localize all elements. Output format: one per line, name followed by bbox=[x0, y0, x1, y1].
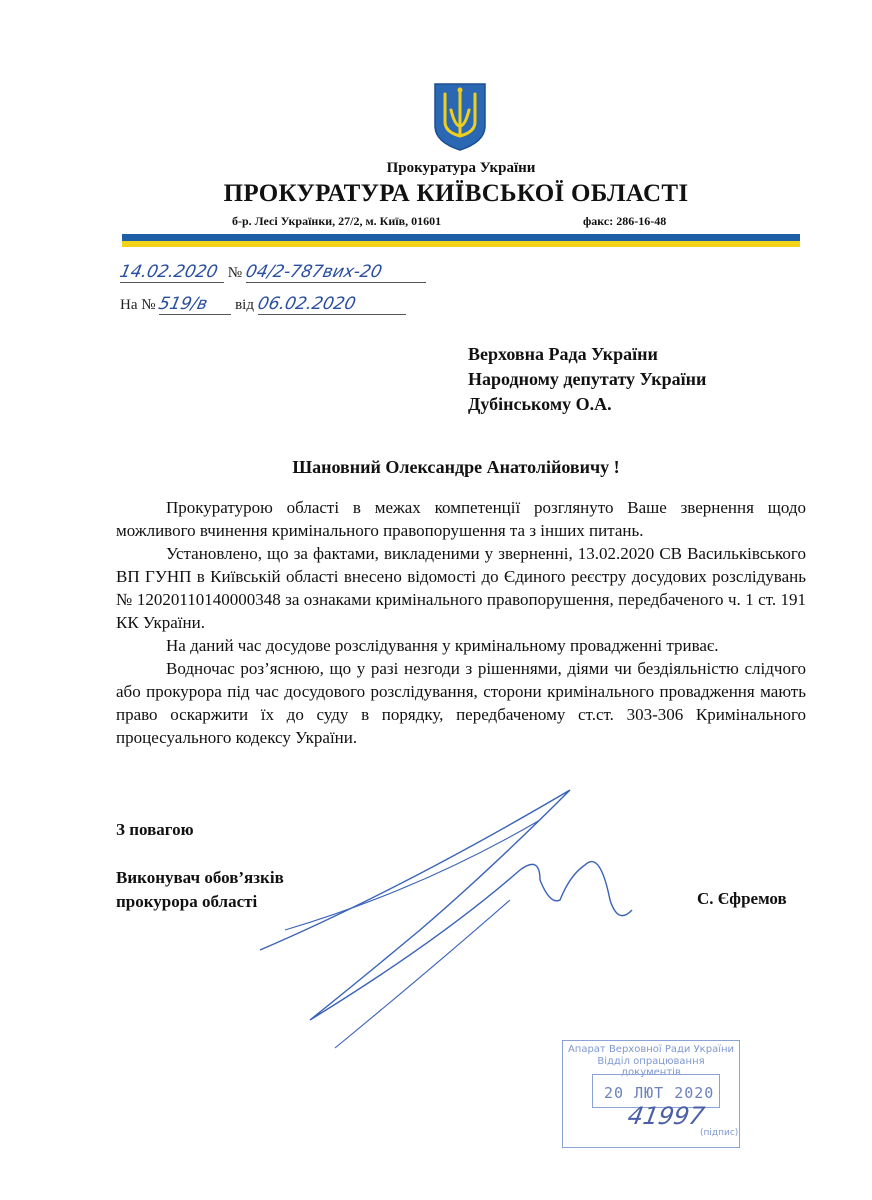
organization-address: б-р. Лесі Українки, 27/2, м. Київ, 01601 bbox=[232, 214, 442, 228]
incoming-number-label: На № bbox=[120, 297, 156, 313]
body-paragraph-2: Установлено, що за фактами, викладеними у зверненні, 13.02.2020 СВ Васильківського ВП ГУНП в Київській області внесено відомості до Єдиного реєстру досудових розслідувань № 12020110140000348 за ознаками кримінального правопорушення, передбаченого ч. 1 ст. 191 КК України. bbox=[116, 544, 806, 632]
outgoing-date: 14.02.2020 bbox=[117, 262, 220, 282]
outgoing-number-label: № bbox=[227, 265, 243, 281]
signer-name: С. Єфремов bbox=[697, 889, 787, 908]
salutation: Шановний Олександре Анатолійовичу ! bbox=[292, 457, 620, 477]
addressee-line-3: Дубінському О.А. bbox=[468, 394, 612, 414]
incoming-date-label: від bbox=[235, 297, 254, 313]
header-band-yellow bbox=[122, 241, 800, 247]
outgoing-date-field bbox=[117, 262, 224, 283]
header-band-blue bbox=[122, 234, 800, 241]
addressee-line-1: Верховна Рада України bbox=[468, 344, 658, 364]
body-paragraph-4: Водночас роз’яснюю, що у разі незгоди з рішеннями, діями чи бездіяльністю слідчого або прокурора під час досудового розслідування, сторони кримінального провадження мають право оскаржити їх до суду в порядку, передбаченому ст.ст. 303-306 Кримінального процесуального кодексу України. bbox=[116, 659, 806, 747]
outgoing-number: 04/2-787вих-20 bbox=[243, 262, 384, 282]
addressee-block bbox=[468, 342, 706, 417]
closing-regards: З повагою bbox=[116, 820, 194, 839]
stamp-line-1: Апарат Верховної Ради України bbox=[567, 1044, 735, 1055]
incoming-date-field bbox=[255, 294, 406, 315]
outgoing-number-field bbox=[243, 262, 426, 283]
signer-position-line-1: Виконувач обов’язків bbox=[116, 868, 284, 887]
letter-body bbox=[116, 496, 806, 749]
body-paragraph-3: На даний час досудове розслідування у кримінальному провадженні триває. bbox=[166, 636, 719, 655]
parent-organization: Прокуратура України bbox=[386, 160, 536, 176]
addressee-line-2: Народному депутату України bbox=[468, 369, 707, 389]
body-paragraph-1: Прокуратурою області в межах компетенції розглянуто Ваше звернення щодо можливого вчинення кримінального правопорушення та з інших питань. bbox=[116, 498, 806, 540]
stamp-registration-number: 41997 bbox=[625, 1102, 707, 1130]
handwritten-signature bbox=[240, 780, 680, 1060]
outgoing-reference bbox=[117, 262, 426, 283]
organization-fax: факс: 286-16-48 bbox=[583, 214, 667, 228]
organization-title: ПРОКУРАТУРА КИЇВСЬКОЇ ОБЛАСТІ bbox=[223, 180, 689, 207]
stamp-sign-label: (підпис) bbox=[700, 1128, 739, 1138]
incoming-date: 06.02.2020 bbox=[255, 294, 358, 314]
trident-coat-of-arms-icon bbox=[433, 82, 487, 152]
incoming-number: 519/в bbox=[157, 294, 210, 314]
signer-position-line-2: прокурора області bbox=[116, 892, 258, 911]
incoming-reference bbox=[120, 294, 406, 315]
stamp-line-2: Відділ опрацювання документів bbox=[597, 1056, 705, 1078]
incoming-number-field bbox=[159, 294, 231, 315]
stamp-date: 20 ЛЮТ 2020 bbox=[604, 1084, 715, 1102]
